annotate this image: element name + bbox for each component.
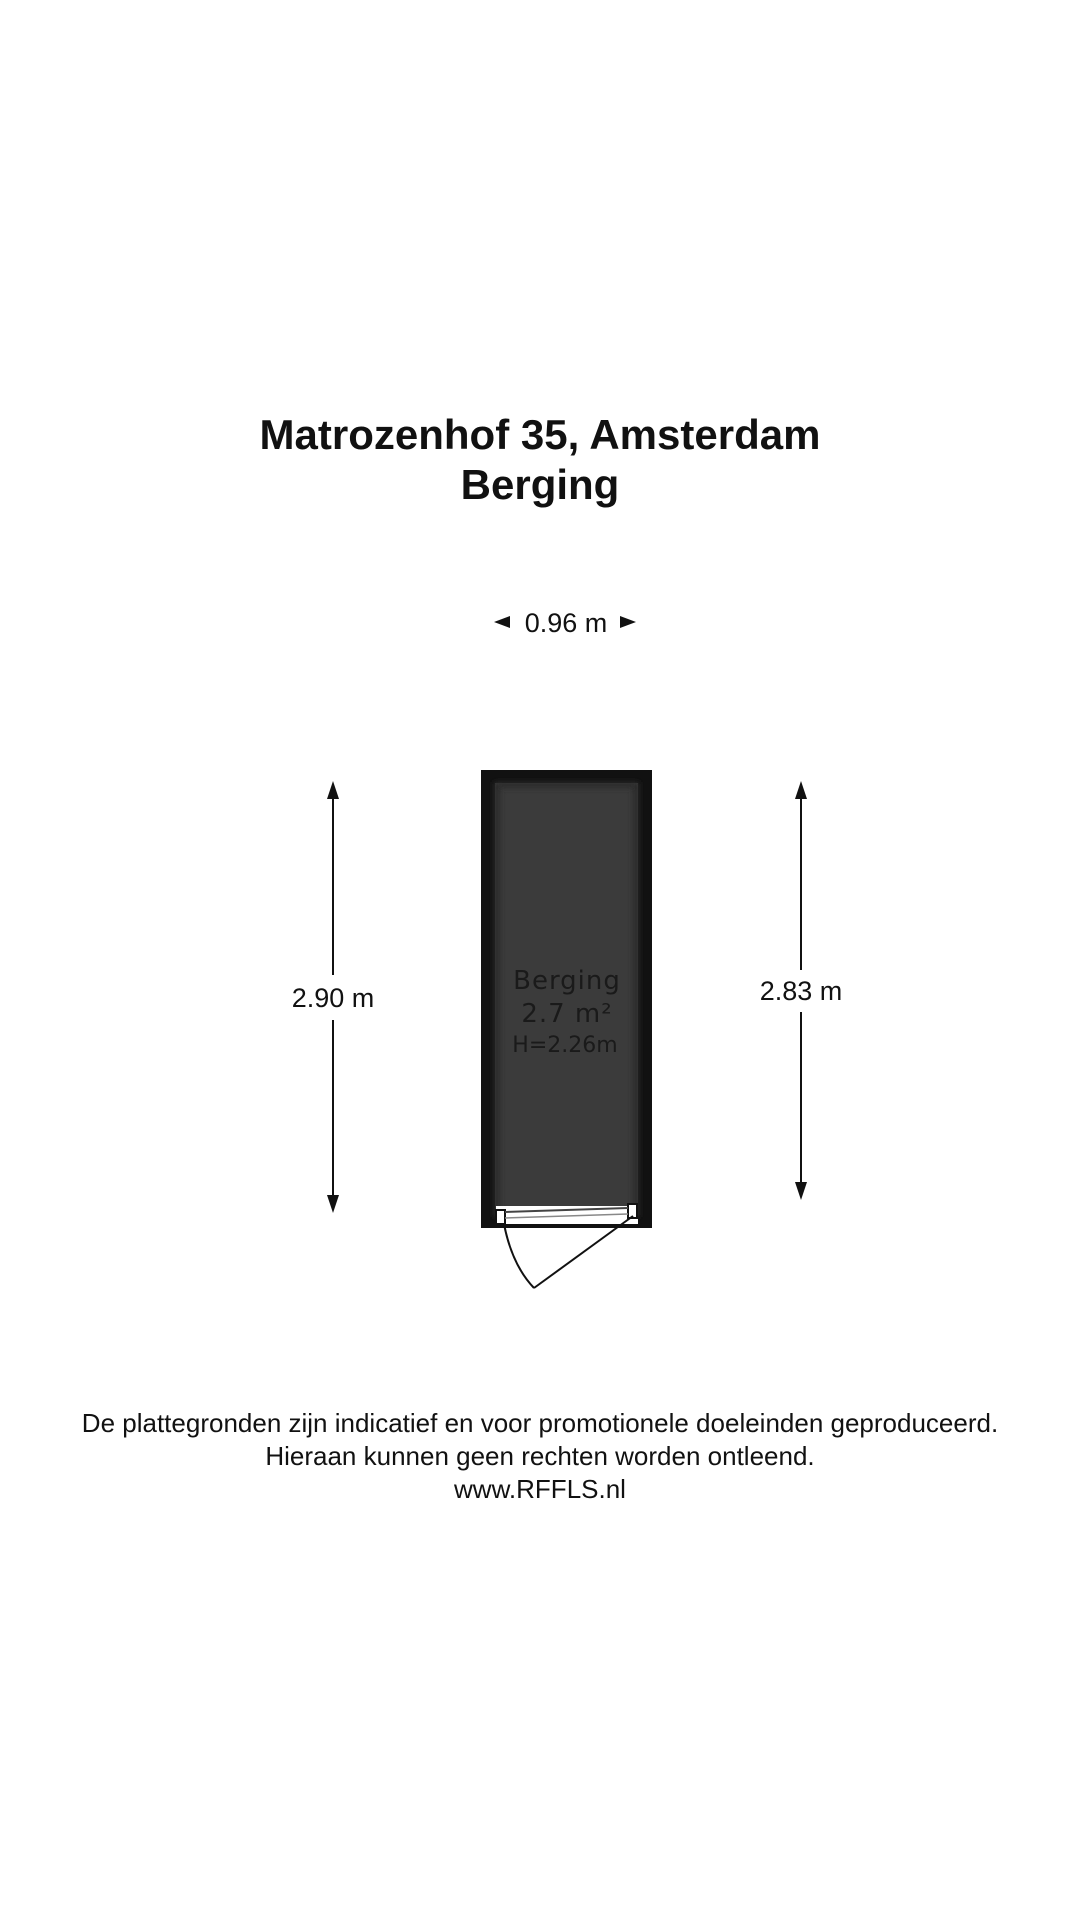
address-title: Matrozenhof 35, Amsterdam xyxy=(259,411,821,458)
disclaimer xyxy=(0,1407,1080,1506)
left-length-dimension xyxy=(292,781,375,1213)
arrow-left-icon xyxy=(494,616,510,628)
room-area-label: 2.7 m² xyxy=(521,999,613,1029)
arrow-down-icon xyxy=(795,1182,807,1200)
disclaimer-line-1: De plattegronden zijn indicatief en voor promotionele doeleinden geproduceerd. xyxy=(81,1408,999,1438)
arrow-down-icon xyxy=(327,1195,339,1213)
room-height-label: H=2.26m xyxy=(512,1033,618,1058)
arrow-up-icon xyxy=(327,781,339,799)
disclaimer-line-2: Hieraan kunnen geen rechten worden ontleend. xyxy=(265,1441,815,1471)
room-berging xyxy=(481,770,652,1288)
left-length-label: 2.90 m xyxy=(291,983,375,1013)
door-swing-arc xyxy=(504,1224,534,1288)
arrow-up-icon xyxy=(795,781,807,799)
floor-title: Berging xyxy=(460,461,620,508)
width-label: 0.96 m xyxy=(524,608,608,638)
right-length-label: 2.83 m xyxy=(759,976,843,1006)
door-frame-left xyxy=(496,1210,505,1224)
width-dimension xyxy=(494,608,636,638)
arrow-right-icon xyxy=(620,616,636,628)
room-name-label: Berging xyxy=(513,966,621,996)
website-label: www.RFFLS.nl xyxy=(454,1474,626,1504)
right-length-dimension xyxy=(760,781,843,1200)
